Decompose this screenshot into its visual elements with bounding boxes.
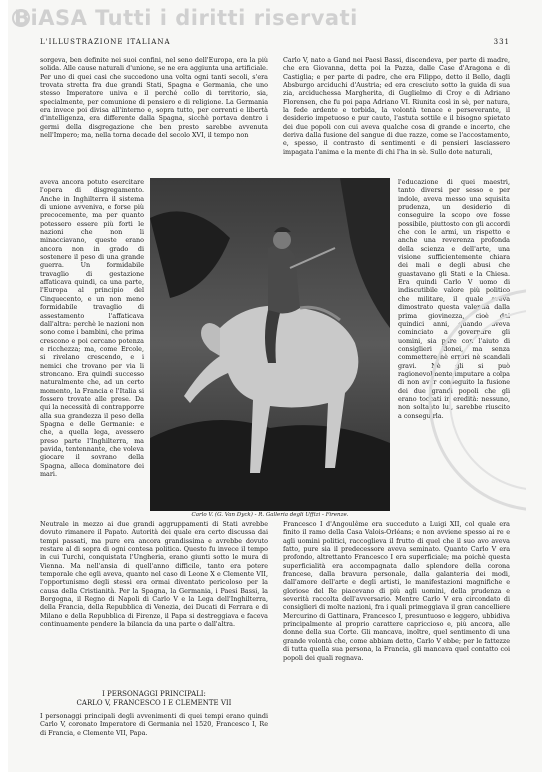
- paragraph: Carlo V, nato a Gand nei Paesi Bassi, discendeva, per parte di madre, che era Giovanna, detta poi la Pazza, dalle Case d'Aragona e di Castiglia; e per parte di padre, che era Filippo, detto il Bello, dagli Absburgo arciduchi d'Austria; ed era cresciuto sotto la guida di sua zia, arciduchessa Margherita, di Guglielmo di Croy e di Adriano Florensen, che fu poi papa Adriano VI. Riunita così in sè, per natura, la fede ardente e torbida, la volontà tenace e perseverante, il desiderio impetuoso e pur cauto, l'astuta sottile e il bisogno spietato dei due popoli con cui aveva qualche cosa di grande e incerto, che deriva dalla fusione del sangue di due razze, come se l'accostamento, e, spesso, il contrasto di sentimenti e di pensieri lasciassero impagata l'anima e la mente di chi l'ha in sè. Sullo dote naturali,: [283, 56, 510, 156]
- text-column-left-top: [40, 56, 268, 178]
- watermark-banner: [8, 0, 542, 36]
- text-column-right-low: [283, 520, 510, 732]
- text-column-left-low: [40, 520, 268, 688]
- paragraph: sorgeva, ben definite nei suoi confini, nel seno dell'Europa, era la più solida. Alle cause naturali d'unione, se ne era aggiunta una artificiale. Per uno di quei casi che succedono una volta ogni tanti secoli, s'era trovata stretta fra due grandi Stati, Spagna e Germania, che uno stesso Imperatore univa e il perché collo di territorio, sia, specialmente, per comunione di pensiero e di religione. La Germania era invece poi divisa all'interno e, sopra tutto, per correnti e libertà d'intelligenza, era differente dalla Spagna, sicchè portava dentro i germi della disgregazione che ben presto sarebbe avvenuta nell'Impero; ma, nella torna decade del secolo XVI, il tempo non: [40, 56, 268, 140]
- figure-caption: Carlo V. (G. Van Dyck) - R. Galleria degli Uffizi - Firenze.: [191, 512, 349, 518]
- section-heading: [40, 690, 268, 708]
- section-heading-line2: CARLO V, FRANCESCO I E CLEMENTE VII: [76, 699, 232, 707]
- running-head-title: L'ILLUSTRAZIONE ITALIANA: [40, 38, 171, 46]
- text-column-right-top: [283, 56, 510, 178]
- watermark-text: BiASA Tutti i diritti riservati: [14, 6, 358, 30]
- section-heading-line1: I PERSONAGGI PRINCIPALI:: [102, 690, 206, 698]
- paragraph: l'educazione di quei maestri, tanto diversi per sesso e per indole, aveva messo una squisita prudenza, un desiderio di conseguire la scopo ove fosse possibile, piuttosto con gli accordi che con le armi, un rispetto e anche una reverenza profonda della scienza e dell'arte, una visione sufficientemente chiara dei mali e degli abusi che guastavano gli Stati e la Chiesa. Era quindi Carlo V uomo di indiscutibile valore più politico che militare, il quale aveva dimostrato questa valentia dalla prima giovinezza, cioè dai quindici anni, quando aveva cominciato a governare gli uomini, sia pure con l'aiuto di consiglieri idonei, ma senza commettere nè errori nè scandali gravi. Nè gli si può ragionevolmente imputare a colpa di non aver conseguito la fusione dei due grandi popoli che gli erano toccati in eredità: nessuno, non soltanto lui, sarebbe riuscito a conseguirla.: [398, 178, 510, 420]
- paragraph: Neutrale in mezzo ai due grandi aggruppamenti di Stati avrebbe dovuto rimanere il Papato. Autorità dei quale era certo discussa dai tempi passati, ma pure era ancora grandissima e avrebbe dovuto restare al di sopra di ogni contesa politica. Questo fu invece il tempo in cui Turchi, conquistata l'Ungheria, erano giunti sotto le mura di Vienna. Ma nell'ansia di quell'anno difficile, tanto era potere temporale che egli aveva, quanto nel caso di Leone X e Clemente VII, l'opportunismo degli stessi era ormai diventato pericoloso per la causa della Cristianità. Per la Spagna, la Germania, i Paesi Bassi, la Borgogna, il Regno di Napoli di Carlo V e la Lega dell'Inghilterra, della Francia, della Repubblica di Venezia, dei Ducati di Ferrara e di Milano e della Repubblica di Firenze, il Papa si destreggiava e faceva continuamente pendere la bilancia da una parte o dall'altra.: [40, 520, 268, 629]
- text-column-left-wrap: [40, 178, 144, 512]
- text-column-right-wrap: [398, 178, 510, 520]
- page-number: 331: [493, 38, 510, 46]
- text-column-bottom-left: [40, 712, 268, 752]
- paragraph: I personaggi principali degli avvenimenti di quei tempi erano quindi Carlo V, coronato Imperatore di Germania nel 1520, Francesco I, Re di Francia, e Clemente VII, Papa.: [40, 712, 268, 737]
- paragraph: Francesco I d'Angoulême era succeduto a Luigi XII, col quale era finito il ramo della Casa Valois-Orléans; e non avviene spesso ai re e agli uomini politici, raccoglieva il frutto di quel che il suo avo aveva fatto, pure sia il predecessore aveva seminato. Quanto Carlo V era profondo, altrettanto Francesco I era superficiale; ma poichè questa superficialità era accompagnata dallo splendore della corona francese, dalla bravura personale, dalla galanteria dei modi, dall'amore dell'arte e degli artisti, le manifestazioni magnifiche e gloriose del Re piacevano di più agli uomini, della prudenza e severità raccolta dell'avversario. Mentre Carlo V era circondato di consiglieri di molte nazioni, fra i quali primeggiava il gran cancelliere Mercurino di Gattinara, Francesco I, presuntuoso e leggero, ubbidiva principalmente al proprio carattere capriccioso e, più ancora, alle donne della sua Corte. Gli mancava, inoltre, quel sentimento di una grande volontà che, come abbiam detto, Carlo V ebbe; per le fattezze di tutta quella sua persona, la Francia, gli mancava quel contatto coi popoli dei quali regnava.: [283, 520, 510, 662]
- running-head: [40, 38, 510, 52]
- portrait-illustration: [150, 178, 390, 511]
- paragraph: aveva ancora potuto esercitare l'opera di disgregamento. Anche in Inghilterra il sistema di unione avveniva, e forse più precocemente, ma per quanto potessero essere più forti le nazioni che non li minacciavano, queste erano ancora non in grado di sostenere il peso di una grande guerra. Un formidabile travaglio di gestazione affaticava quindi, ca una parte, l'Europa al principio del Cinquecento, e un non meno formidabile travaglio di assestamento l'affaticava dall'altra: perchè le nazioni non sono come i bambini, che prima crescono e poi cercano potenza e ricchezza; ma, come Ercole, si rivelano crescendo, e i nemici che trovano per via li stroncano. Era quindi successo naturalmente che, ad un certo momento, la Francia e l'Italia si fossero trovate alle prese. Da qui la necessità di contrapporre alla sua grandezza il peso della Spagna e delle Germanie: e che, a quella lega, avessero preso parte l'Inghilterra, ma pavida, tentennante, che voleva giocare il sovrano della Spagna, alleca dominatore dei mari.: [40, 178, 144, 479]
- equestrian-portrait-image: [150, 178, 390, 511]
